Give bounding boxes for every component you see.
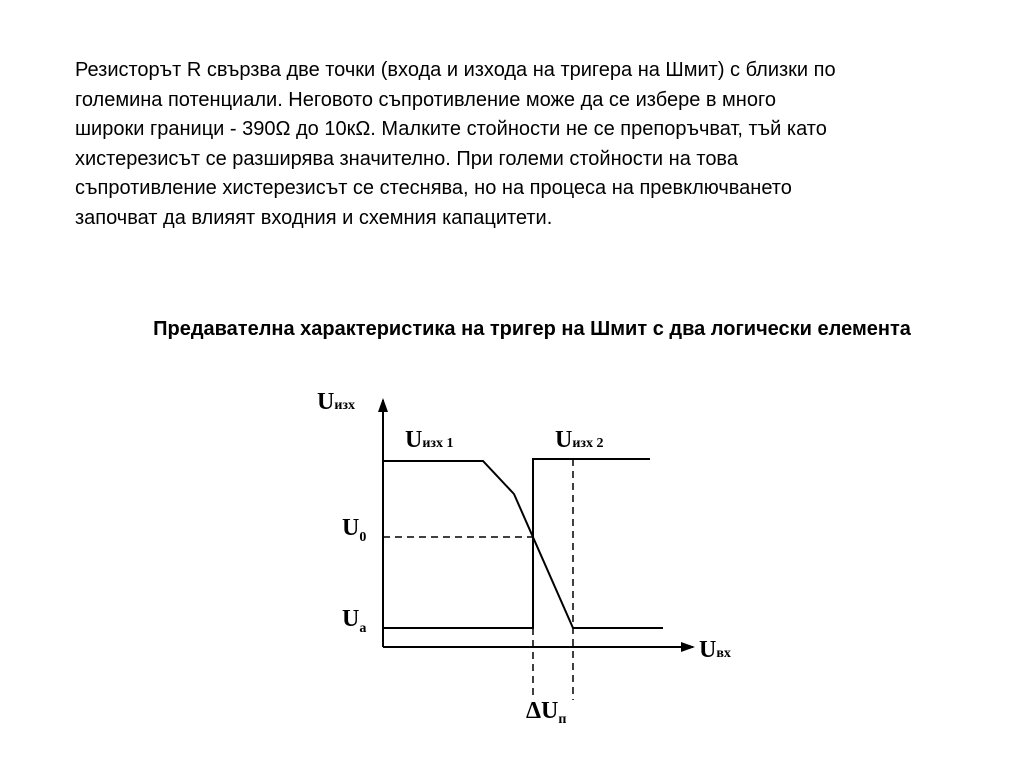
x-axis-label: Uвх xyxy=(699,637,731,663)
ua-label: Ua xyxy=(342,606,367,636)
transfer-curve-falling xyxy=(383,461,663,628)
u0-label: U0 xyxy=(342,515,367,545)
body-paragraph: Резисторът R свързва две точки (входа и изхода на тригера на Шмит) с близки по големина потенциали. Неговото съпротивление може да се избере в много широки граници - 390Ω до 10кΩ. Малките стойности не се препоръчват, тъй като хистерезисът се разширява значително. При големи стойности на това съпротивление хистерезисът се стеснява, но на процеса на превключването започват да влияят входния и схемния капацитети. xyxy=(75,59,836,229)
transfer-curve-rising xyxy=(383,459,650,628)
figure-caption: Предавателна характеристика на тригер на Шмит с два логически елемента xyxy=(153,318,911,340)
uizh1-label: Uизх 1 xyxy=(405,427,454,453)
uizh2-label: Uизх 2 xyxy=(555,427,604,453)
y-axis-label: Uизх xyxy=(317,389,356,415)
delta-u-label: ΔUп xyxy=(526,698,567,727)
